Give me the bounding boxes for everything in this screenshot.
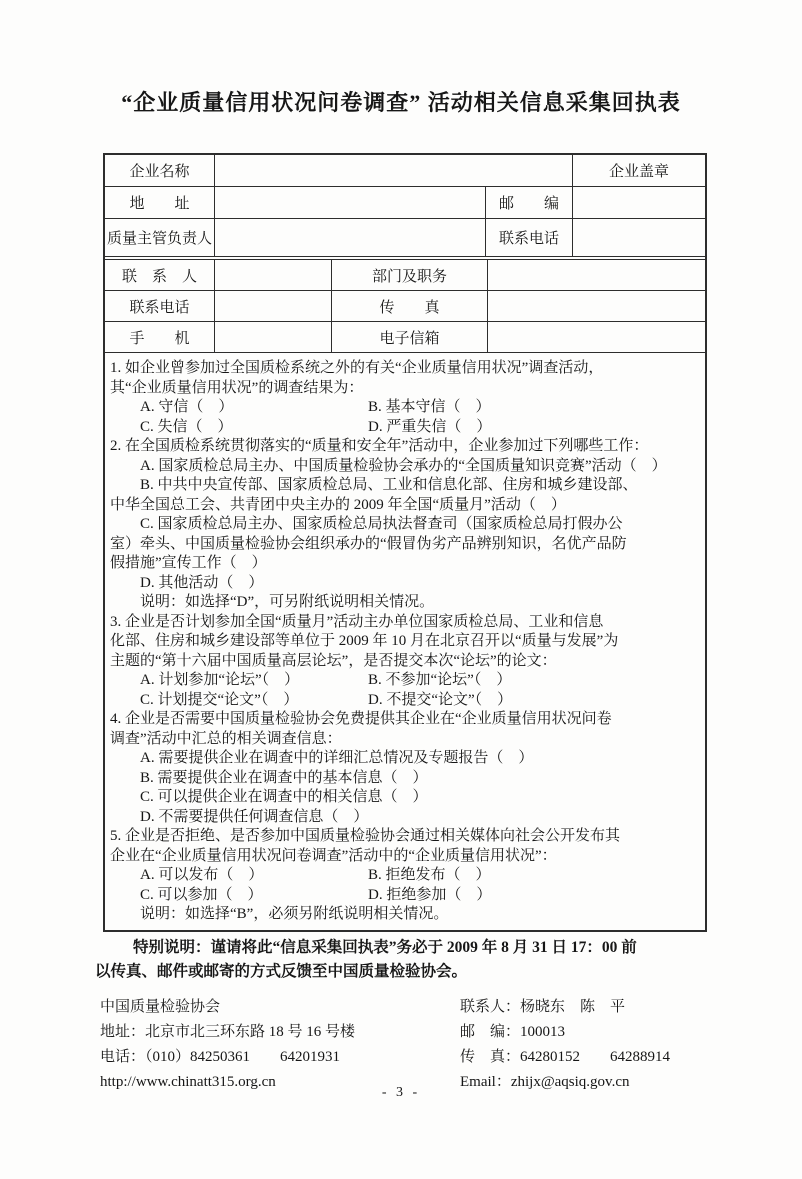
quality-manager-field [215, 219, 486, 257]
q1-option-c: C. 失信（ ） [140, 418, 233, 435]
q1-options-ab [110, 398, 701, 418]
email-label: 电子信箱 [332, 322, 488, 353]
q3-option-b: B. 不参加“论坛”（ ） [368, 672, 512, 688]
footer-email: Email：zhijx@aqsiq.gov.cn [460, 1074, 630, 1090]
q5-option-d: D. 拒绝参加（ ） [368, 886, 492, 903]
footer-fax: 传 真：64280152 64288914 [460, 1049, 671, 1065]
q2-line-1: 2. 在全国质检系统贯彻落实的“质量和安全年”活动中，企业参加过下列哪些工作： [110, 438, 649, 454]
form-title: “企业质量信用状况问卷调查” 活动相关信息采集回执表 [121, 90, 681, 115]
form-frame [103, 153, 707, 932]
q3-line-1: 3. 企业是否计划参加全国“质量月”活动主办单位国家质检总局、工业和信息 [110, 613, 604, 630]
footer-org-phone: 电话：（010）84250361 64201931 [100, 1049, 341, 1065]
q4-option-c: C. 可以提供企业在调查中的相关信息（ ） [140, 789, 428, 805]
q4-option-a: A. 需要提供企业在调查中的详细汇总情况及专题报告（ ） [140, 750, 534, 766]
q3-line-3: 主题的“第十六届中国质量高层论坛”，是否提交本次“论坛”的论文： [110, 652, 557, 669]
footer-left-column [100, 995, 355, 1095]
special-note-line-1: 特别说明：谨请将此“信息采集回执表”务必于 2009 年 8 月 31 日 17：00 前 [133, 939, 637, 956]
phone-label: 联系电话 [105, 291, 215, 322]
footer-org-name: 中国质量检验协会 [100, 999, 221, 1015]
q5-line-2: 企业在“企业质量信用状况问卷调查”活动中的“企业质量信用状况”： [110, 847, 557, 864]
q3-option-a: A. 计划参加“论坛”（ ） [140, 672, 300, 688]
q3-option-c: C. 计划提交“论文”（ ） [140, 691, 299, 708]
q1-line-2: 其“企业质量信用状况”的调查结果为： [110, 379, 364, 396]
company-stamp-label: 企业盖章 [573, 155, 705, 187]
special-note-line-2: 以传真、邮件或邮寄的方式反馈至中国质量检验协会。 [95, 963, 468, 980]
footer-org-website: http://www.chinatt315.org.cn [100, 1074, 276, 1090]
quality-manager-label: 质量主管负责人 [105, 219, 215, 257]
q1-line-1: 1. 如企业曾参加过全国质检系统之外的有关“企业质量信用状况”调查活动， [110, 360, 604, 376]
page-number: - 3 - [381, 1085, 421, 1100]
q5-option-b: B. 拒绝发布（ ） [368, 867, 491, 883]
q5-options-cd [110, 886, 701, 906]
q2-note: 说明：如选择“D”，可另附纸说明相关情况。 [140, 594, 435, 610]
q1-option-b: B. 基本守信（ ） [368, 399, 491, 415]
q2-option-c-line-3: 假措施”宣传工作（ ） [110, 555, 267, 571]
q4-line-1: 4. 企业是否需要中国质量检验协会免费提供其企业在“企业质量信用状况问卷 [110, 711, 612, 727]
postcode-label: 邮 编 [486, 187, 573, 219]
q3-options-ab [110, 671, 701, 691]
footer-postcode: 邮 编：100013 [460, 1024, 566, 1040]
q1-option-d: D. 严重失信（ ） [368, 418, 492, 435]
q2-option-c-line-1: C. 国家质检总局主办、国家质检总局执法督查司（国家质检总局打假办公 [140, 516, 623, 532]
footer-right-column [460, 995, 670, 1095]
dept-title-label: 部门及职务 [332, 260, 488, 291]
mobile-field [215, 322, 332, 353]
q2-option-b-line-2: 中华全国总工会、共青团中央主办的 2009 年全国“质量月”活动（ ） [110, 496, 566, 513]
fax-field [488, 291, 705, 322]
contact-person-field [215, 260, 332, 291]
company-name-label: 企业名称 [105, 155, 215, 187]
footer-contact-persons: 联系人：杨晓东 陈 平 [460, 999, 626, 1015]
phone-field [215, 291, 332, 322]
q1-option-a: A. 守信（ ） [140, 399, 234, 415]
q2-option-c-line-2: 室）牵头、中国质量检验协会组织承办的“假冒伪劣产品辨别知识，名优产品防 [110, 535, 627, 552]
postcode-field [573, 187, 705, 219]
q2-option-a: A. 国家质检总局主办、中国质量检验协会承办的“全国质量知识竞赛”活动（ ） [140, 457, 667, 474]
q3-line-2: 化部、住房和城乡建设部等单位于 2009 年 10 月在北京召开以“质量与发展”为 [110, 633, 619, 649]
q5-options-ab [110, 866, 701, 886]
questionnaire-area [105, 353, 705, 930]
info-table-top [105, 155, 705, 257]
mobile-label: 手 机 [105, 322, 215, 353]
address-label: 地 址 [105, 187, 215, 219]
q2-option-b-line-1: B. 中共中央宣传部、国家质检总局、工业和信息化部、住房和城乡建设部、 [140, 477, 638, 493]
q5-option-a: A. 可以发布（ ） [140, 867, 264, 883]
contact-phone-label: 联系电话 [486, 219, 573, 257]
special-note [95, 936, 713, 984]
footer-org-address: 地址：北京市北三环东路 18 号 16 号楼 [100, 1024, 356, 1040]
q4-option-d: D. 不需要提供任何调查信息（ ） [140, 808, 369, 825]
q4-line-2: 调查”活动中汇总的相关调查信息： [110, 730, 342, 747]
email-field [488, 322, 705, 353]
address-field [215, 187, 486, 219]
contact-person-label: 联 系 人 [105, 260, 215, 291]
company-name-field [215, 155, 573, 187]
q1-options-cd [110, 418, 701, 438]
dept-title-field [488, 260, 705, 291]
q4-option-b: B. 需要提供企业在调查中的基本信息（ ） [140, 769, 428, 786]
q2-option-d: D. 其他活动（ ） [140, 574, 264, 591]
q3-option-d: D. 不提交“论文”（ ） [368, 691, 513, 708]
q5-line-1: 5. 企业是否拒绝、是否参加中国质量检验协会通过相关媒体向社会公开发布其 [110, 828, 621, 844]
contact-phone-field [573, 219, 705, 257]
fax-label: 传 真 [332, 291, 488, 322]
q5-note: 说明：如选择“B”，必须另附纸说明相关情况。 [140, 906, 449, 922]
q3-options-cd [110, 691, 701, 711]
info-table-bottom [105, 259, 705, 353]
q5-option-c: C. 可以参加（ ） [140, 886, 263, 903]
